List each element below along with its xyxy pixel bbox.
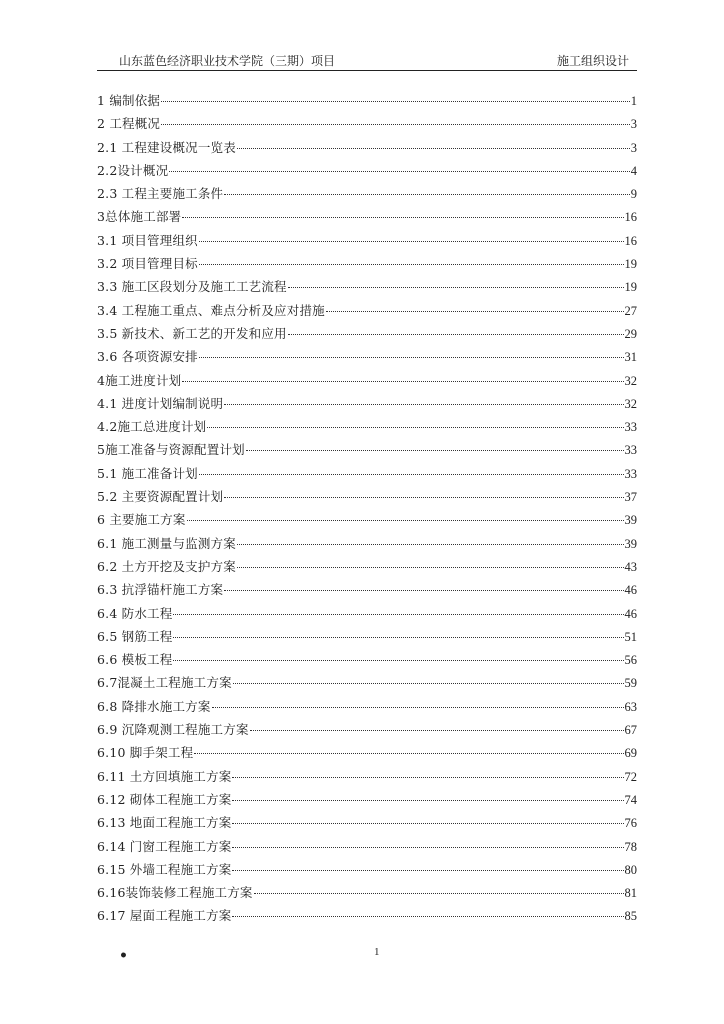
toc-dot-leader — [232, 847, 623, 848]
toc-entry-title: 6.17 屋面工程施工方案 — [97, 908, 232, 924]
toc-entry[interactable] — [97, 112, 637, 135]
toc-dot-leader — [173, 637, 623, 638]
document-header-title: 山东蓝色经济职业技术学院（三期）项目 — [119, 54, 336, 68]
toc-entry-page: 3 — [630, 117, 637, 132]
toc-dot-leader — [224, 497, 623, 498]
toc-dot-leader — [233, 683, 624, 684]
toc-dot-leader — [182, 381, 623, 382]
toc-entry-title: 5.2 主要资源配置计划 — [97, 489, 224, 505]
toc-dot-leader — [237, 567, 624, 568]
toc-entry-page: 16 — [624, 210, 637, 225]
toc-entry[interactable] — [97, 182, 637, 205]
toc-entry-page: 33 — [624, 466, 637, 481]
toc-dot-leader — [288, 334, 624, 335]
toc-dot-leader — [212, 707, 624, 708]
toc-entry-page: 67 — [624, 723, 637, 738]
toc-entry-page: 43 — [624, 559, 637, 574]
toc-entry[interactable] — [97, 555, 637, 578]
toc-entry[interactable] — [97, 835, 637, 858]
toc-entry[interactable] — [97, 648, 637, 671]
toc-entry[interactable] — [97, 275, 637, 298]
toc-entry-title: 2.1 工程建设概况一览表 — [97, 139, 236, 155]
toc-dot-leader — [169, 171, 629, 172]
toc-entry-page: 39 — [624, 513, 637, 528]
page-header — [97, 48, 637, 71]
toc-entry[interactable] — [97, 904, 637, 927]
toc-dot-leader — [161, 101, 630, 102]
toc-entry[interactable] — [97, 765, 637, 788]
toc-entry-page: 3 — [630, 140, 637, 155]
toc-entry-page: 56 — [624, 653, 637, 668]
toc-entry-title: 6.4 防水工程 — [97, 605, 173, 621]
toc-dot-leader — [288, 287, 624, 288]
toc-entry-title: 6.13 地面工程施工方案 — [97, 815, 232, 831]
toc-entry-title: 2.3 工程主要施工条件 — [97, 186, 224, 202]
toc-dot-leader — [182, 217, 623, 218]
toc-entry[interactable] — [97, 229, 637, 252]
toc-entry-page: 46 — [624, 583, 637, 598]
toc-entry-title: 3.4 工程施工重点、难点分析及应对措施 — [97, 302, 325, 318]
toc-entry[interactable] — [97, 462, 637, 485]
toc-entry-page: 69 — [624, 746, 637, 761]
toc-entry[interactable] — [97, 881, 637, 904]
toc-entry-title: 6.7混凝土工程施工方案 — [97, 675, 232, 691]
toc-entry-page: 31 — [624, 350, 637, 365]
toc-entry-title: 6.6 模板工程 — [97, 652, 173, 668]
toc-dot-leader — [199, 357, 624, 358]
toc-entry-title: 6.1 施工测量与监测方案 — [97, 535, 236, 551]
toc-entry[interactable] — [97, 345, 637, 368]
footer-bullet: • — [119, 948, 128, 964]
toc-dot-leader — [232, 823, 623, 824]
toc-entry[interactable] — [97, 136, 637, 159]
toc-entry-page: 32 — [624, 373, 637, 388]
toc-entry-title: 1 编制依据 — [97, 93, 161, 108]
toc-entry-page: 32 — [624, 396, 637, 411]
toc-entry[interactable] — [97, 602, 637, 625]
toc-entry[interactable] — [97, 741, 637, 764]
toc-entry-title: 6.16装饰装修工程施工方案 — [97, 885, 253, 901]
toc-entry[interactable] — [97, 858, 637, 881]
toc-entry[interactable] — [97, 671, 637, 694]
toc-dot-leader — [224, 590, 623, 591]
toc-entry[interactable] — [97, 485, 637, 508]
toc-entry-page: 33 — [624, 420, 637, 435]
toc-entry[interactable] — [97, 159, 637, 182]
toc-entry-title: 6.12 砌体工程施工方案 — [97, 791, 232, 807]
toc-entry[interactable] — [97, 811, 637, 834]
toc-dot-leader — [187, 520, 624, 521]
toc-entry-title: 3.1 项目管理组织 — [97, 232, 198, 248]
toc-dot-leader — [207, 427, 623, 428]
toc-dot-leader — [232, 800, 623, 801]
toc-dot-leader — [254, 893, 624, 894]
toc-dot-leader — [232, 777, 623, 778]
toc-entry[interactable] — [97, 438, 637, 461]
toc-entry-page: 27 — [624, 303, 637, 318]
toc-entry-title: 6.2 土方开挖及支护方案 — [97, 558, 236, 574]
toc-dot-leader — [224, 194, 629, 195]
toc-entry-page: 33 — [624, 443, 637, 458]
toc-entry-page: 59 — [624, 676, 637, 691]
toc-dot-leader — [199, 264, 624, 265]
toc-entry-page: 9 — [630, 187, 637, 202]
document-header-section: 施工组织设计 — [556, 54, 629, 68]
toc-entry[interactable] — [97, 718, 637, 741]
toc-entry-title: 6.9 沉降观测工程施工方案 — [97, 722, 249, 738]
toc-dot-leader — [232, 870, 623, 871]
toc-entry-title: 6.15 外墙工程施工方案 — [97, 861, 232, 877]
toc-entry-page: 72 — [624, 769, 637, 784]
toc-entry-title: 4.2施工总进度计划 — [97, 419, 207, 435]
toc-entry[interactable] — [97, 322, 637, 345]
toc-entry[interactable] — [97, 369, 637, 392]
table-of-contents — [97, 89, 637, 928]
toc-dot-leader — [224, 404, 623, 405]
toc-entry-title: 5施工准备与资源配置计划 — [97, 442, 245, 458]
toc-entry-page: 29 — [624, 326, 637, 341]
toc-entry-page: 19 — [624, 280, 637, 295]
toc-entry-title: 4施工进度计划 — [97, 372, 182, 388]
toc-entry[interactable] — [97, 695, 637, 718]
toc-dot-leader — [250, 730, 624, 731]
toc-dot-leader — [194, 753, 623, 754]
toc-entry-page: 74 — [624, 792, 637, 807]
toc-entry-page: 37 — [624, 490, 637, 505]
toc-entry-title: 2 工程概况 — [97, 116, 161, 132]
toc-entry[interactable] — [97, 625, 637, 648]
toc-entry[interactable] — [97, 205, 637, 228]
toc-entry-title: 6.11 土方回填施工方案 — [97, 768, 232, 784]
toc-entry[interactable] — [97, 299, 637, 322]
toc-entry-title: 3.5 新技术、新工艺的开发和应用 — [97, 325, 287, 341]
toc-dot-leader — [161, 124, 630, 125]
toc-entry-page: 1 — [630, 94, 637, 108]
toc-entry-title: 3.3 施工区段划分及施工工艺流程 — [97, 279, 287, 295]
toc-entry[interactable] — [97, 532, 637, 555]
toc-dot-leader — [173, 614, 623, 615]
toc-entry[interactable] — [97, 508, 637, 531]
toc-entry-page: 19 — [624, 257, 637, 272]
toc-entry-title: 5.1 施工准备计划 — [97, 465, 198, 481]
toc-entry-title: 2.2设计概况 — [97, 162, 169, 178]
toc-entry[interactable] — [97, 89, 637, 112]
toc-entry-title: 3.6 各项资源安排 — [97, 349, 198, 365]
toc-entry-title: 6 主要施工方案 — [97, 512, 186, 528]
toc-entry-page: 76 — [624, 816, 637, 831]
toc-entry-page: 51 — [624, 629, 637, 644]
toc-entry-title: 4.1 进度计划编制说明 — [97, 395, 224, 411]
toc-entry[interactable] — [97, 252, 637, 275]
toc-entry[interactable] — [97, 788, 637, 811]
toc-entry-title: 3.2 项目管理目标 — [97, 256, 198, 272]
toc-entry-title: 6.3 抗浮锚杆施工方案 — [97, 582, 224, 598]
toc-entry[interactable] — [97, 415, 637, 438]
toc-dot-leader — [326, 311, 624, 312]
toc-entry-page: 16 — [624, 233, 637, 248]
toc-entry-page: 80 — [624, 862, 637, 877]
toc-dot-leader — [232, 916, 623, 917]
toc-dot-leader — [237, 544, 624, 545]
toc-entry-page: 39 — [624, 536, 637, 551]
toc-dot-leader — [237, 148, 630, 149]
toc-entry-title: 6.5 钢筋工程 — [97, 628, 173, 644]
toc-entry-title: 6.8 降排水施工方案 — [97, 698, 211, 714]
toc-entry-title: 6.14 门窗工程施工方案 — [97, 838, 232, 854]
toc-entry-page: 85 — [624, 909, 637, 924]
toc-dot-leader — [199, 241, 624, 242]
toc-entry-page: 63 — [624, 699, 637, 714]
toc-dot-leader — [173, 660, 623, 661]
toc-entry[interactable] — [97, 578, 637, 601]
toc-dot-leader — [199, 474, 624, 475]
toc-entry-title: 6.10 脚手架工程 — [97, 745, 194, 761]
toc-entry-title: 3总体施工部署 — [97, 209, 182, 225]
toc-entry-page: 46 — [624, 606, 637, 621]
toc-entry-page: 81 — [624, 886, 637, 901]
footer-page-number: 1 — [374, 946, 380, 958]
toc-entry[interactable] — [97, 392, 637, 415]
toc-entry-page: 78 — [624, 839, 637, 854]
toc-entry-page: 4 — [630, 163, 637, 178]
toc-dot-leader — [246, 450, 624, 451]
